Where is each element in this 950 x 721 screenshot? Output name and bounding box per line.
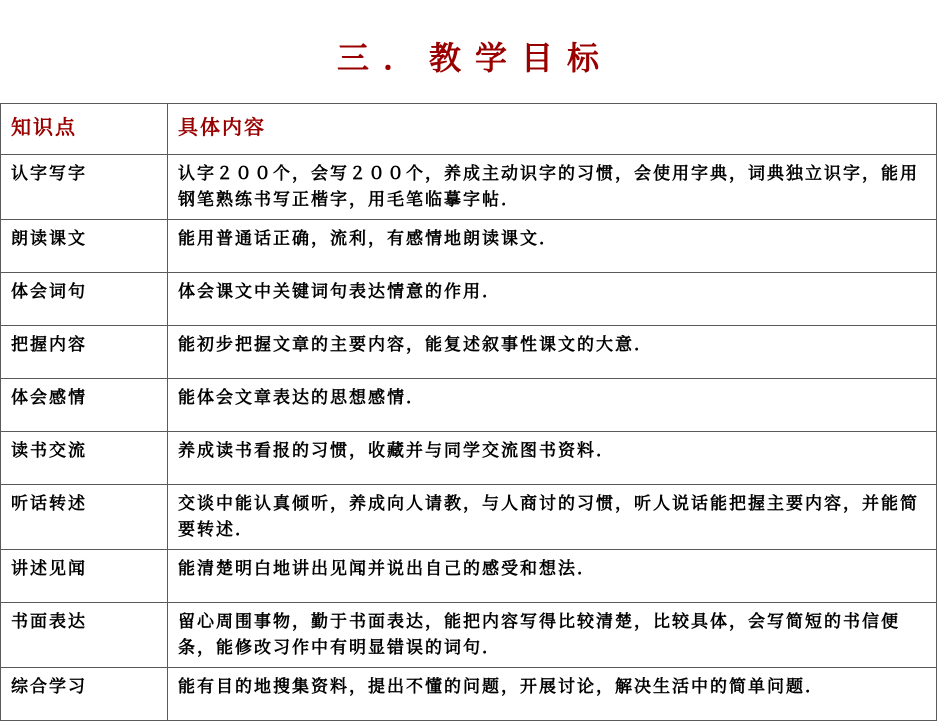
table-row [1, 485, 937, 550]
row-topic: 读书交流 [1, 432, 168, 485]
row-topic: 把握内容 [1, 326, 168, 379]
row-content: 认字２００个，会写２００个，养成主动识字的习惯，会使用字典，词典独立识字，能用钢笔熟练书写正楷字，用毛笔临摹字帖． [168, 155, 937, 220]
slide-title: 三．教学目标 [336, 39, 613, 77]
row-content: 体会课文中关键词句表达情意的作用． [168, 273, 937, 326]
row-topic: 讲述见闻 [1, 550, 168, 603]
header-specific-content: 具体内容 [168, 104, 937, 155]
row-content: 能清楚明白地讲出见闻并说出自己的感受和想法． [168, 550, 937, 603]
row-content: 交谈中能认真倾听，养成向人请教，与人商讨的习惯，听人说话能把握主要内容，并能简要转述． [168, 485, 937, 550]
row-topic: 综合学习 [1, 668, 168, 721]
table-row [1, 379, 937, 432]
table-row [1, 220, 937, 273]
table-row [1, 432, 937, 485]
row-topic: 书面表达 [1, 603, 168, 668]
row-content: 能用普通话正确，流利，有感情地朗读课文． [168, 220, 937, 273]
row-content: 能有目的地搜集资料，提出不懂的问题，开展讨论，解决生活中的简单问题． [168, 668, 937, 721]
header-knowledge-point: 知识点 [1, 104, 168, 155]
table-row [1, 326, 937, 379]
row-topic: 认字写字 [1, 155, 168, 220]
table-row [1, 273, 937, 326]
objectives-table [0, 103, 937, 721]
table-row [1, 155, 937, 220]
table-header-row [1, 104, 937, 155]
row-topic: 朗读课文 [1, 220, 168, 273]
table-row [1, 550, 937, 603]
row-topic: 听话转述 [1, 485, 168, 550]
row-content: 留心周围事物，勤于书面表达，能把内容写得比较清楚，比较具体，会写简短的书信便条，能修改习作中有明显错误的词句． [168, 603, 937, 668]
table-row [1, 603, 937, 668]
row-content: 养成读书看报的习惯，收藏并与同学交流图书资料． [168, 432, 937, 485]
row-content: 能体会文章表达的思想感情． [168, 379, 937, 432]
row-topic: 体会词句 [1, 273, 168, 326]
row-content: 能初步把握文章的主要内容，能复述叙事性课文的大意． [168, 326, 937, 379]
row-topic: 体会感情 [1, 379, 168, 432]
